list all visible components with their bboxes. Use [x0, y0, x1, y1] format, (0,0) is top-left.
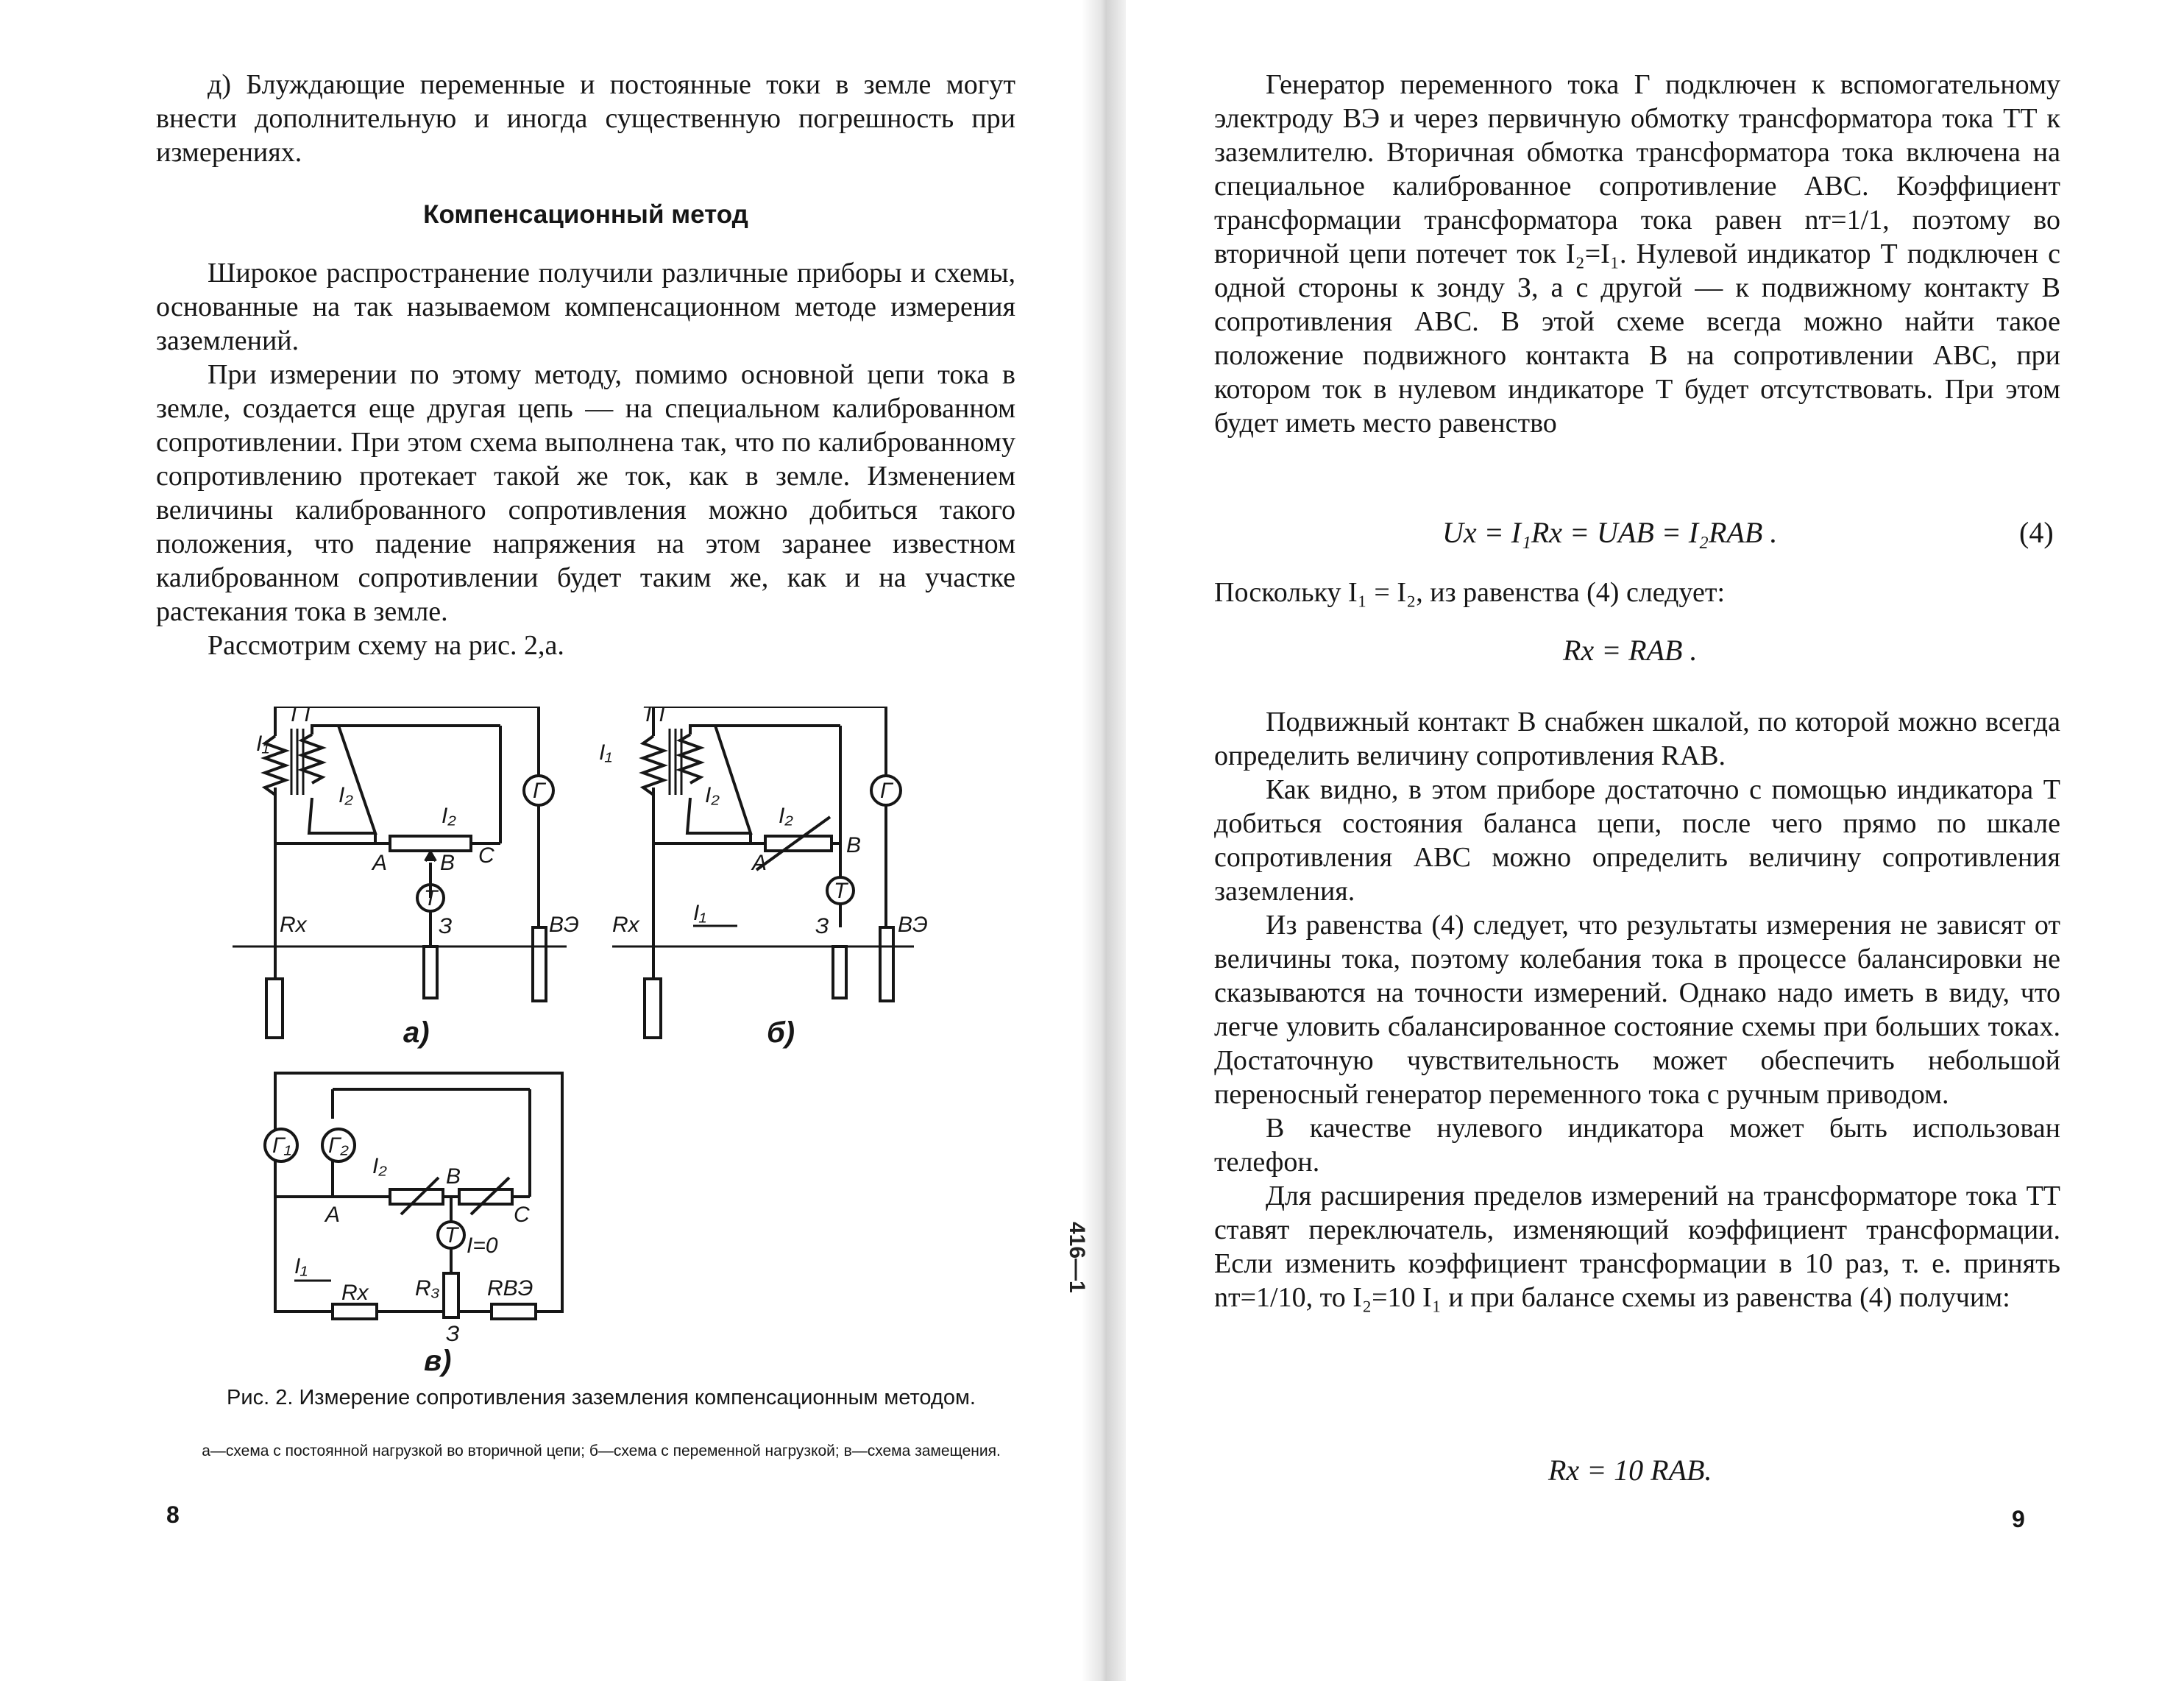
- label-g1-c: Г₁: [272, 1133, 291, 1158]
- label-tt-a: ТТ: [287, 707, 314, 726]
- label-b-b: B: [846, 833, 862, 857]
- section-heading: Компенсационный метод: [423, 200, 748, 229]
- label-fig-c: в): [424, 1345, 452, 1377]
- label-t-a: Т: [424, 886, 438, 910]
- figure-2: [221, 707, 971, 1384]
- formula-rx: Rx = RAB .: [1563, 634, 1698, 667]
- label-r3-c: R₃: [415, 1276, 440, 1300]
- label-t-b: Т: [834, 879, 848, 903]
- label-i2-sec-a: I₂: [338, 783, 353, 807]
- diagram-a: [233, 707, 567, 1038]
- label-rx-c: Rx: [341, 1281, 369, 1305]
- figure-caption: Рис. 2. Измерение сопротивления заземления компенсационным методом.: [227, 1386, 976, 1409]
- formula-4: Ux = I₁Rx = UAB = I₂RAB .: [1442, 516, 1778, 549]
- paragraph-method: При измерении по этому методу, помимо основной цепи тока в земле, создается еще другая цепь — на специальном калиброванном сопротивлении. При этом схема выполнена так, что по калиброванному сопротивлению протекает такой же ток, как в земле. Изменением величины калиброванного сопротивления можно добиться такого положения, что падение напряжения на этом заранее известном калиброванном сопротивлении будет таким же, как и на участке растекания тока в земле.: [156, 359, 1015, 627]
- formula-final: Rx = 10 RAB.: [1548, 1454, 1712, 1487]
- right-page: [1092, 0, 2184, 1681]
- label-fig-b: б): [767, 1016, 795, 1049]
- label-g-a: Г: [533, 779, 545, 803]
- label-a-c: A: [325, 1203, 341, 1227]
- label-i1-ground-b: I₁: [693, 901, 706, 925]
- paragraph-telephone: В качестве нулевого индикатора может быть использован телефон.: [1214, 1113, 2060, 1178]
- paragraph-balance: Как видно, в этом приборе достаточно с помощью индикатора Т добиться состояния баланса цепи, после чего прямо по шкале сопротивления АВС можно определить величину сопротивления заземления.: [1214, 774, 2060, 907]
- label-c-a: C: [478, 843, 494, 868]
- label-t-c: Т: [444, 1223, 458, 1248]
- label-ve-a: ВЭ: [549, 913, 579, 937]
- label-i2-c: I₂: [372, 1154, 387, 1178]
- label-c-c: C: [514, 1203, 530, 1227]
- page-number-left: 8: [166, 1501, 180, 1528]
- label-rx-b: Rx: [612, 913, 639, 937]
- label-ve-b: ВЭ: [898, 913, 928, 937]
- label-z-b: З: [815, 914, 829, 938]
- label-i1-b: I₁: [599, 740, 612, 765]
- label-g-b: Г: [880, 779, 893, 803]
- label-fig-a: а): [403, 1016, 430, 1049]
- label-z-c: З: [446, 1322, 460, 1346]
- page-number-right: 9: [2012, 1506, 2025, 1532]
- label-rve-c: RВЭ: [487, 1276, 533, 1300]
- paragraph-d: д) Блуждающие переменные и постоянные токи в земле могут внести дополнительную и иногда существенную погрешность при измерениях.: [156, 69, 1015, 168]
- label-i2-a: I₂: [442, 804, 456, 828]
- figure-caption-sub: а—схема с постоянной нагрузкой во вторичной цепи; б—схема с переменной нагрузкой; в—схема замещения.: [202, 1443, 1001, 1459]
- label-i2-sec-b: I₂: [705, 783, 720, 807]
- label-rx-a: Rx: [280, 913, 307, 937]
- label-a-b: A: [752, 851, 767, 875]
- paragraph-range: Для расширения пределов измерений на трансформаторе тока ТТ ставят переключатель, изменяющий коэффициент трансформации. Если изменить коэффициент трансформации в 10 раз, т. е. принять nт=1/10, то I₂=10 I₁ и при балансе схемы из равенства (4) получим:: [1214, 1181, 2060, 1313]
- paragraph-independence: Из равенства (4) следует, что результаты измерения не зависят от величины тока, поэтому колебания тока в процессе балансировки не сказываются на точности измерений. Однако надо иметь в виду, что легче уловить сбалансированное состояние схемы при больших токах. Достаточную чувствительность может обеспечить небольшой переносный генератор переменного тока с ручным приводом.: [1214, 910, 2060, 1110]
- label-i2-b: I₂: [779, 804, 793, 828]
- label-z-a: З: [439, 914, 453, 938]
- since-line: Поскольку I₁ = I₂, из равенства (4) следует:: [1214, 577, 1726, 608]
- left-body-text: [156, 256, 1015, 662]
- label-i0-c: I=0: [467, 1234, 498, 1258]
- label-tt-b: ТТ: [642, 707, 669, 726]
- equation-number: (4): [2019, 516, 2054, 549]
- paragraph-refer: Рассмотрим схему на рис. 2,а.: [208, 630, 564, 661]
- label-i1-a: I₁: [256, 732, 269, 756]
- paragraph-intro: Широкое распространение получили различные приборы и схемы, основанные на так называемом компенсационном методе измерения заземлений.: [156, 258, 1015, 356]
- right-body-text-top: [1214, 68, 2060, 440]
- spine-stamp: 416—1: [1065, 1222, 1089, 1293]
- right-body-text: [1214, 705, 2060, 1314]
- label-g2-c: Г₂: [328, 1133, 349, 1158]
- paragraph-scale: Подвижный контакт В снабжен шкалой, по которой можно всегда определить величину сопротивления RAB.: [1214, 707, 2060, 771]
- paragraph-generator: Генератор переменного тока Г подключен к вспомогательному электроду ВЭ и через первичную обмотку трансформатора тока ТТ к заземлителю. Вторичная обмотка трансформатора тока включена на специальное калиброванное сопротивление АВС. Коэффициент трансформации трансформатора тока равен nт=1/1, поэтому во вторичной цепи потечет ток I₂=I₁. Нулевой индикатор Т подключен с одной стороны к зонду З, а с другой — к подвижному контакту В сопротивления АВС. В этой схеме всегда можно найти такое положение подвижного контакта В на сопротивлении АВС, при котором ток в нулевом индикаторе Т будет отсутствовать. При этом будет иметь место равенство: [1214, 69, 2060, 439]
- label-b-c: B: [446, 1164, 461, 1189]
- label-a-a: A: [372, 851, 388, 875]
- label-i1-c: I₁: [294, 1254, 308, 1278]
- label-b-a: B: [440, 851, 455, 875]
